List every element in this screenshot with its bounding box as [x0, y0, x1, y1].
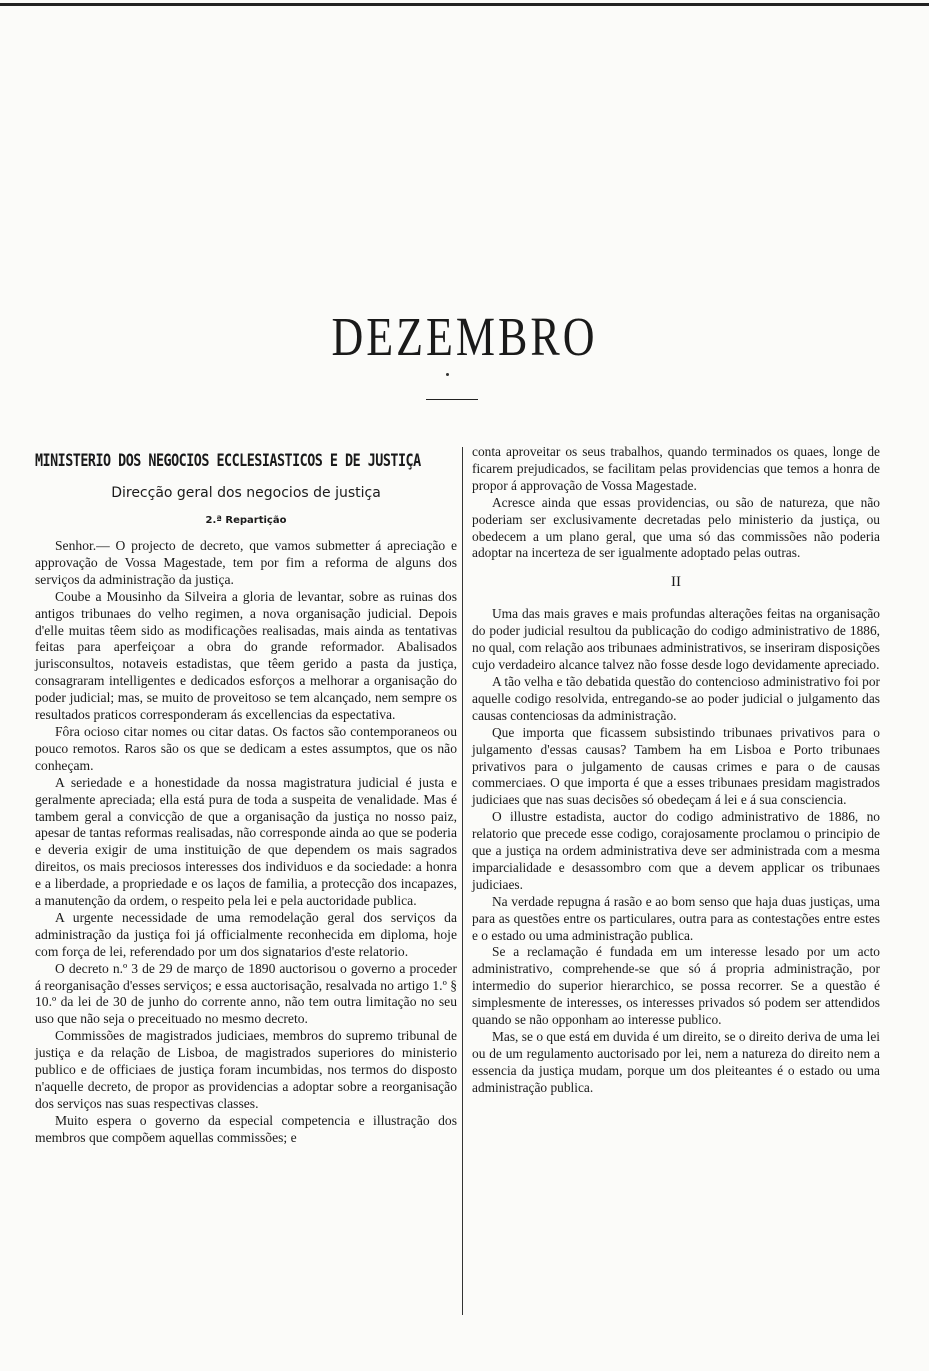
right-column: [472, 444, 880, 1097]
section-numeral: II: [671, 574, 681, 591]
paragraph-continued: conta aproveitar os seus trabalhos, quando terminados os quaes, longe de ficarem prejudicados, se facilitam pelas providencias que temos a honra de propor á approvação de Vossa Magestade.: [472, 444, 880, 493]
top-border-rule: [0, 3, 929, 6]
section-heading: 2.ª Repartição: [205, 515, 287, 526]
left-column: [35, 452, 457, 1147]
paragraph: Senhor.— O projecto de decreto, que vamos submetter á apreciação e approvação de Vossa Magestade, tem por fim a reforma de alguns dos serviços da administração da justiça.: [35, 538, 457, 587]
paragraph: Fôra ocioso citar nomes ou citar datas. Os factos são contemporaneos ou pouco remotos. Raros são os que se dedicam a estes assumptos, que os não conheçam.: [35, 723, 457, 773]
directorate-heading: Direcção geral dos negocios de justiça: [111, 485, 381, 501]
title-rule: [426, 399, 478, 400]
month-title: DEZEMBRO: [331, 306, 598, 368]
paragraph: Coube a Mousinho da Silveira a gloria de levantar, sobre as ruinas dos antigos tribunaes do velho regimen, a nova organisação judicial. Depois d'elle muitas têem sido as modificações realisadas, mais ainda as tentativas feitas para aperfeiçoar a obra do grande reformador. Abalisados jurisconsultos, notaveis estadistas, que têem gerido a pasta da justiça, consagraram intelligentes e dedicados esforços a melhorar a organisação do poder judicial; mas, se muito de proveitoso se tem alcançado, nem sempre os resultados praticos corresponderam ás excellencias da espectativa.: [35, 588, 457, 723]
paragraph: Commissões de magistrados judiciaes, membros do supremo tribunal de justiça e da relação de Lisboa, de magistrados superiores do ministerio publico e de officiaes de justiça foram incumbidas, nos termos do disposto n'aquelle decreto, de propor as providencias a adoptar sobre a reorganisação dos serviços nas suas respectivas classes.: [35, 1028, 457, 1111]
paragraph: Mas, se o que está em duvida é um direito, se o direito deriva de uma lei ou de um regulamento auctorisado por lei, nem a natureza do direito nem a essencia da justiça mudam, porque um dos pleiteantes é o estado ou uma administração publica.: [472, 1029, 880, 1095]
paragraph: A urgente necessidade de uma remodelação geral dos serviços da administração da justiça foi já officialmente reconhecida em diploma, hoje com força de lei, referendado por um dos signatarios d'este relatorio.: [35, 909, 457, 959]
paragraph: O illustre estadista, auctor do codigo administrativo de 1886, no relatorio que precede esse codigo, corajosamente proclamou o principio de que a justiça na ordem administrativa deve ser administrada com a mesma imparcialidade e desassombro com que a devem applicar os tribunaes judiciaes.: [472, 809, 880, 892]
paragraph: A seriedade e a honestidade da nossa magistratura judicial é justa e geralmente apreciada; ella está pura de toda a suspeita de venalidade. Mas é tambem geral a convicção de que a organisação da justiça no nosso paiz, apesar de tantas reformas realisadas, não corresponde ainda ao que se poderia e deveria exigir de uma instituição de que dependem os mais sagrados direitos, os mais preciosos interesses dos individuos e da sociedade: a honra e a liberdade, a propriedade e os laços de familia, a protecção dos incapazes, a manutenção da ordem, o respeito pela lei e pela auctoridade publica.: [35, 774, 457, 909]
ornament-dot: [446, 373, 449, 376]
paragraph: A tão velha e tão debatida questão do contencioso administrativo foi por aquelle codigo resolvida, entregando-se ao poder judicial o julgamento das causas contenciosas da administração.: [472, 673, 880, 723]
ministry-heading: MINISTERIO DOS NEGOCIOS ECCLESIASTICOS E DE JUSTIÇA: [35, 452, 421, 471]
paragraph: Na verdade repugna á rasão e ao bom senso que haja duas justiças, uma para as questões entre os particulares, outra para as contestações entre estes e o estado ou uma administração publica.: [472, 893, 880, 943]
paragraph: Muito espera o governo da especial competencia e illustração dos membros que compõem aquellas commissões; e: [35, 1112, 457, 1145]
paragraph: Que importa que ficassem subsistindo tribunaes privativos para o julgamento d'essas causas? Tambem ha em Lisboa e Porto tribunaes privativos para o julgamento de causas crimes e para o de causas commerciaes. O que importa é que a esses tribunaes presidam magistrados judiciaes que nas suas decisões só obedeçam á lei e á sua consciencia.: [472, 724, 880, 808]
column-divider: [462, 447, 463, 1315]
paragraph: Uma das mais graves e mais profundas alterações feitas na organisação do poder judicial resultou da publicação do codigo administrativo de 1886, no qual, com relação aos tribunaes administrativos, se inseriram disposições cujo verdadeiro alcance talvez não fosse desde logo devidamente apreciado.: [472, 606, 880, 673]
paragraph: Se a reclamação é fundada em um interesse lesado por um acto administrativo, comprehende-se que só á propria administração, por intermedio do superior hierarchico, se possa recorrer. Se a questão é simplesmente de interesses, os interesses privados só podem ser attendidos quando se não opponham ao interesse publico.: [472, 944, 880, 1028]
paragraph: O decreto n.º 3 de 29 de março de 1890 auctorisou o governo a proceder á reorganisação d'esses serviços; e essa auctorisação, resalvada no artigo 1.º § 10.º da lei de 30 de junho do corrente anno, não tem outra limitação no seu uso que não seja o preceituado no mesmo decreto.: [35, 960, 457, 1027]
paragraph: Acresce ainda que essas providencias, ou são de natureza, que não poderiam ser exclusivamente decretadas pelo ministerio da justiça, ou obedecem a um plano geral, que uma só das commissões não poderia adoptar na incerteza de ser igualmente adoptado pelas outras.: [472, 494, 880, 561]
